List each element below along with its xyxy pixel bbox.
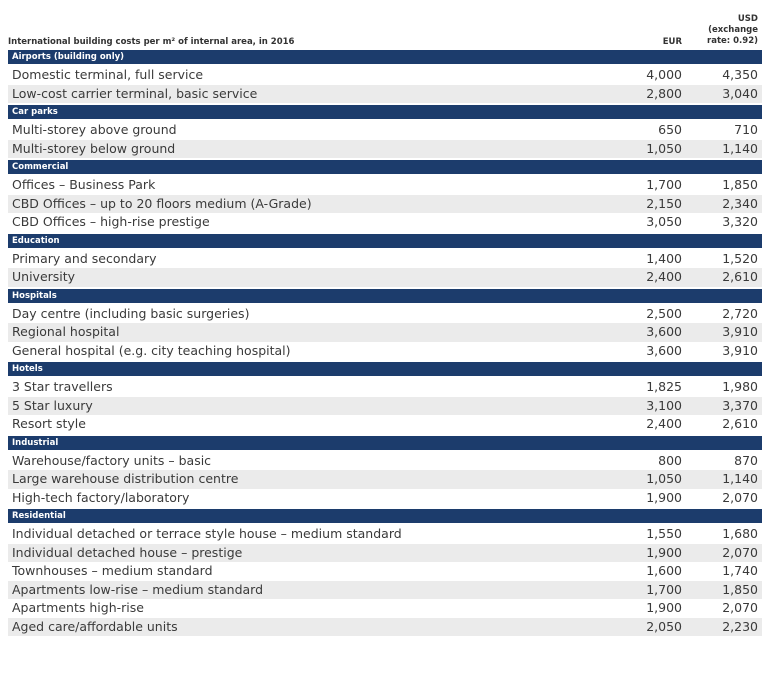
usd-value: 3,910 bbox=[722, 342, 758, 358]
usd-value: 2,610 bbox=[722, 416, 758, 431]
usd-value: 710 bbox=[734, 122, 758, 137]
row-label: Day centre (including basic surgeries) bbox=[12, 305, 250, 321]
table-row bbox=[8, 66, 762, 85]
eur-value: 1,050 bbox=[646, 140, 682, 156]
row-label: Townhouses – medium standard bbox=[12, 563, 213, 578]
section bbox=[8, 50, 762, 103]
eur-value: 2,400 bbox=[646, 416, 682, 431]
usd-value: 2,070 bbox=[722, 600, 758, 615]
eur-value: 2,400 bbox=[646, 269, 682, 284]
usd-value: 1,140 bbox=[722, 140, 758, 156]
table-row bbox=[8, 378, 762, 397]
eur-value: 3,600 bbox=[646, 342, 682, 358]
row-label: High-tech factory/laboratory bbox=[12, 489, 190, 505]
table-row bbox=[8, 470, 762, 489]
eur-value: 1,700 bbox=[646, 581, 682, 597]
row-label: CBD Offices – high-rise prestige bbox=[12, 214, 210, 229]
usd-value: 1,140 bbox=[722, 471, 758, 486]
eur-value: 1,600 bbox=[646, 563, 682, 578]
section-header: Hospitals bbox=[8, 289, 762, 303]
eur-value: 1,900 bbox=[646, 489, 682, 505]
section-header: Residential bbox=[8, 509, 762, 523]
table-row bbox=[8, 176, 762, 195]
table-row bbox=[8, 342, 762, 361]
table-row bbox=[8, 213, 762, 232]
table-row bbox=[8, 195, 762, 214]
table-row bbox=[8, 305, 762, 324]
section bbox=[8, 105, 762, 158]
usd-value: 870 bbox=[734, 452, 758, 468]
table-row bbox=[8, 489, 762, 508]
eur-value: 2,050 bbox=[646, 618, 682, 634]
usd-value: 3,320 bbox=[722, 214, 758, 229]
table-row bbox=[8, 250, 762, 269]
eur-value: 2,500 bbox=[646, 305, 682, 321]
column-header-usd: USD (exchange rate: 0.92) bbox=[707, 14, 758, 46]
table-row bbox=[8, 599, 762, 618]
row-label: Apartments low-rise – medium standard bbox=[12, 581, 264, 597]
eur-value: 1,900 bbox=[646, 544, 682, 560]
section-header: Commercial bbox=[8, 160, 762, 174]
table-row bbox=[8, 397, 762, 416]
table-body bbox=[8, 50, 762, 636]
row-label: General hospital (e.g. city teaching hospital) bbox=[12, 342, 291, 358]
eur-value: 1,825 bbox=[646, 379, 682, 394]
table-row bbox=[8, 581, 762, 600]
eur-value: 1,550 bbox=[646, 526, 682, 541]
table-row bbox=[8, 415, 762, 434]
row-label: Apartments high-rise bbox=[12, 600, 144, 615]
table-row bbox=[8, 562, 762, 581]
usd-value: 2,230 bbox=[722, 618, 758, 634]
table-row bbox=[8, 268, 762, 287]
section bbox=[8, 362, 762, 434]
eur-value: 4,000 bbox=[646, 67, 682, 82]
usd-value: 1,740 bbox=[722, 563, 758, 578]
row-label: Offices – Business Park bbox=[12, 177, 156, 192]
usd-value: 1,520 bbox=[722, 250, 758, 266]
eur-value: 3,100 bbox=[646, 397, 682, 413]
eur-value: 2,150 bbox=[646, 195, 682, 211]
row-label: Low-cost carrier terminal, basic service bbox=[12, 85, 258, 101]
section bbox=[8, 289, 762, 361]
eur-value: 1,400 bbox=[646, 250, 682, 266]
section bbox=[8, 436, 762, 508]
usd-value: 3,910 bbox=[722, 324, 758, 339]
section bbox=[8, 509, 762, 636]
usd-value: 2,340 bbox=[722, 195, 758, 211]
usd-value: 3,040 bbox=[722, 85, 758, 101]
section-header: Car parks bbox=[8, 105, 762, 119]
row-label: Primary and secondary bbox=[12, 250, 157, 266]
row-label: Regional hospital bbox=[12, 324, 120, 339]
eur-value: 1,050 bbox=[646, 471, 682, 486]
eur-value: 2,800 bbox=[646, 85, 682, 101]
table-row bbox=[8, 85, 762, 104]
section bbox=[8, 234, 762, 287]
eur-value: 3,600 bbox=[646, 324, 682, 339]
row-label: University bbox=[12, 269, 76, 284]
building-costs-table bbox=[8, 6, 762, 638]
row-label: Multi-storey above ground bbox=[12, 122, 177, 137]
row-label: Individual detached house – prestige bbox=[12, 544, 243, 560]
eur-value: 650 bbox=[658, 122, 682, 137]
row-label: 3 Star travellers bbox=[12, 379, 113, 394]
row-label: 5 Star luxury bbox=[12, 397, 93, 413]
usd-value: 2,070 bbox=[722, 489, 758, 505]
row-label: Warehouse/factory units – basic bbox=[12, 452, 212, 468]
usd-value: 4,350 bbox=[722, 67, 758, 82]
row-label: Multi-storey below ground bbox=[12, 140, 176, 156]
eur-value: 1,900 bbox=[646, 600, 682, 615]
usd-value: 1,850 bbox=[722, 177, 758, 192]
section-header: Hotels bbox=[8, 362, 762, 376]
table-row bbox=[8, 140, 762, 159]
usd-value: 1,850 bbox=[722, 581, 758, 597]
usd-value: 2,720 bbox=[722, 305, 758, 321]
usd-value: 2,610 bbox=[722, 269, 758, 284]
row-label: Resort style bbox=[12, 416, 86, 431]
row-label: Large warehouse distribution centre bbox=[12, 471, 239, 486]
row-label: Aged care/affordable units bbox=[12, 618, 178, 634]
row-label: CBD Offices – up to 20 floors medium (A-Grade) bbox=[12, 195, 312, 211]
column-header-eur: EUR bbox=[662, 37, 682, 47]
row-label: Individual detached or terrace style house – medium standard bbox=[12, 526, 402, 541]
usd-value: 1,980 bbox=[722, 379, 758, 394]
usd-value: 3,370 bbox=[722, 397, 758, 413]
usd-value: 1,680 bbox=[722, 526, 758, 541]
table-row bbox=[8, 544, 762, 563]
section-header: Industrial bbox=[8, 436, 762, 450]
section-header: Airports (building only) bbox=[8, 50, 762, 64]
eur-value: 800 bbox=[658, 452, 682, 468]
row-label: Domestic terminal, full service bbox=[12, 67, 204, 82]
table-row bbox=[8, 525, 762, 544]
eur-value: 3,050 bbox=[646, 214, 682, 229]
section-header: Education bbox=[8, 234, 762, 248]
usd-value: 2,070 bbox=[722, 544, 758, 560]
eur-value: 1,700 bbox=[646, 177, 682, 192]
table-title: International building costs per m² of internal area, in 2016 bbox=[8, 37, 295, 47]
table-row bbox=[8, 323, 762, 342]
table-row bbox=[8, 452, 762, 471]
table-row bbox=[8, 121, 762, 140]
table-header bbox=[8, 6, 762, 50]
section bbox=[8, 160, 762, 232]
table-row bbox=[8, 618, 762, 637]
